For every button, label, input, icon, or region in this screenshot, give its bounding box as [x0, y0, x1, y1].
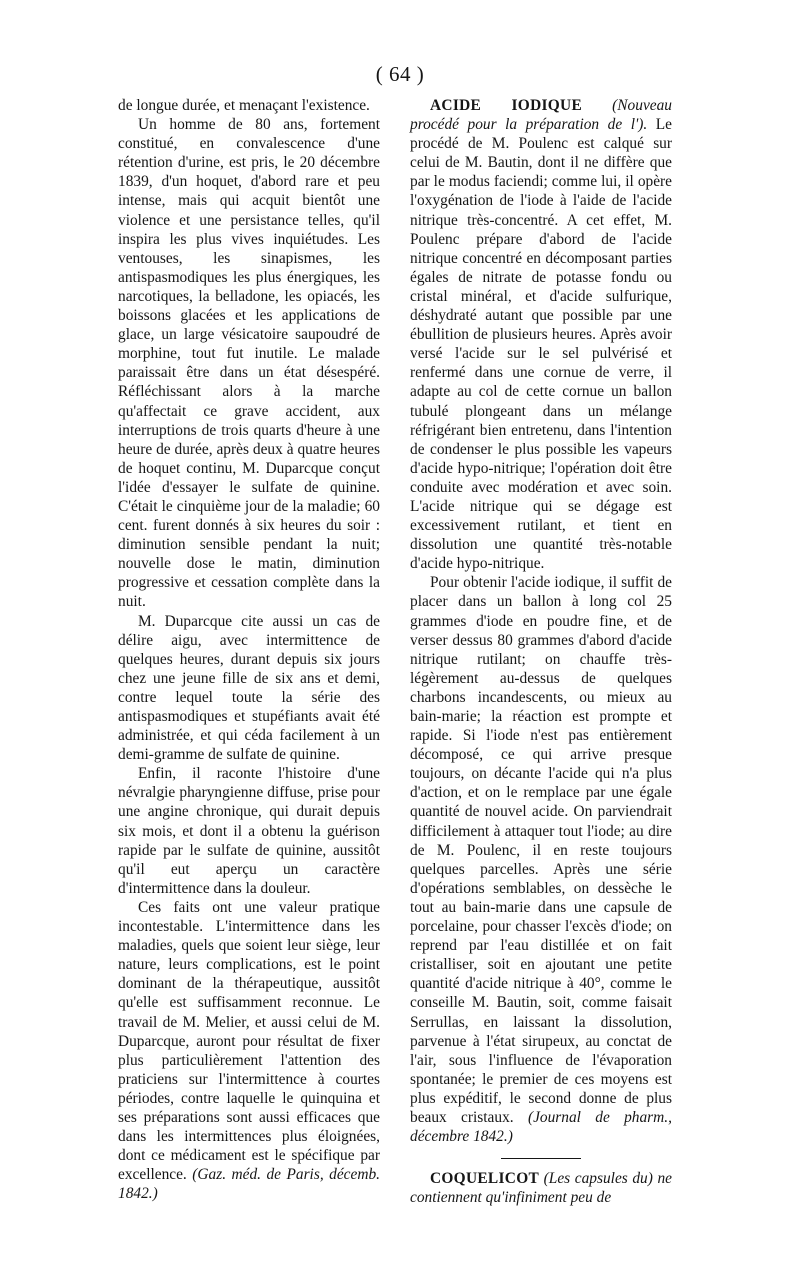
citation: (Gaz. méd. de Paris, décemb. 1842.): [118, 1166, 380, 1203]
paragraph-text: Le procédé de M. Poulenc est calqué sur celui de M. Bautin, dont il ne diffère que par le modus faciendi; comme lui, il opère l'oxygénation de l'iode à l'aide de l'acide nitrique très-concentré. A cet effet, M. Poulenc prépare d'abord de l'acide nitrique concentré en décomposant parties égales de nitrate de potasse fondu ou cristal minéral, et d'acide sulfurique, déshydraté autant que possible par une ébullition de plusieurs heures. Après avoir versé l'acide sur le sel pulvérisé et renfermé dans une cornue de verre, il adapte au col de cette cornue un ballon tubulé plongeant dans un mélange réfrigérant bien entretenu, dans l'intention de condenser le plus possible les vapeurs d'acide hypo-nitrique; l'opération doit être conduite avec modération et avec soin. L'acide nitrique qui se dégage est excessivement rutilant, et tient en dissolution une quantité très-notable d'acide hypo-nitrique.: [410, 116, 672, 573]
paragraph: M. Duparcque cite aussi un cas de délire aigu, avec intermittence de quelques heures, durant depuis six jours chez une jeune fille de six ans et demi, contre lequel toute la série des antispasmodiques et stupéfiants avait été administrée, et qui céda facilement à un demi-gramme de sulfate de quinine.: [118, 612, 380, 764]
citation: (Journal de pharm., décembre 1842.): [410, 1108, 672, 1146]
article-subtitle: (Les capsules du) ne contiennent qu'infiniment peu de: [410, 1170, 672, 1207]
article-heading: ACIDE IODIQUE: [430, 97, 583, 114]
paragraph-text: Pour obtenir l'acide iodique, il suffit de placer dans un ballon à long col 25 grammes d'iode en poudre fine, et de verser dessus 80 grammes d'abord d'acide nitrique rutilant; on chauffe très-légèrement au-dessus de quelques charbons incandescents, ou mieux au bain-marie; la réaction est prompte et rapide. Si l'iode n'est pas entièrement décomposé, ce qui arrive presque toujours, on décante l'acide qui n'a plus d'action, et on le remplace par une égale quantité de nouvel acide. On parviendrait difficilement à attaquer tout l'iode; au dire de M. Poulenc, il en reste toujours quelques parcelles. Après une série d'opérations semblables, on dessèche le tout au bain-marie dans une capsule de porcelaine, pour chasser l'excès d'iode; on reprend par l'eau distillée et on fait cristalliser, soit en ajoutant une petite quantité d'acide nitrique à 40°, comme le conseille M. Bautin, soit, comme faisait Serrullas, en laissant la dissolution, parvenue à l'état sirupeux, au conctat de l'air, sous l'influence de l'évaporation spontanée; le premier de ces moyens est plus expéditif, le second donne de plus beaux cristaux.: [410, 574, 672, 1126]
article-acide-iodique: [410, 96, 672, 573]
paragraph: Un homme de 80 ans, fortement constitué, en convalescence d'une rétention d'urine, est pris, le 20 décembre 1839, d'un hoquet, d'abord rare et peu intense, mais qui acquit bientôt une violence et une persistance telles, qu'il inspira les plus vives inquiétudes. Les ventouses, les sinapismes, les antispasmodiques les plus énergiques, les narcotiques, la belladone, les opiacés, les boissons glacées et les applications de glace, un large vésicatoire saupoudré de morphine, tout fut inutile. Le malade paraissait être dans un état désespéré. Réfléchissant alors à la marche qu'affectait ce grave accident, aux interruptions de trois quarts d'heure à une heure de durée, après deux à quatre heures de hoquet continu, M. Duparcque conçut l'idée d'essayer le sulfate de quinine. C'était le cinquième jour de la maladie; 60 cent. furent donnés à six heures du soir : diminution sensible pendant la nuit; nouvelle dose le matin, diminution progressive et cessation complète dans la nuit.: [118, 116, 380, 611]
page-number: ( 64 ): [375, 62, 425, 86]
article-heading: COQUELICOT: [430, 1170, 540, 1188]
paragraph-text: Ces faits ont une valeur pratique incontestable. L'intermittence dans les maladies, quels que soient leur siège, leur nature, leurs complications, est le point dominant de la thérapeutique, aussitôt qu'elle est suffisamment reconnue. Le travail de M. Melier, et aussi celui de M. Duparcque, auront pour résultat de fixer plus particulièrement l'attention des praticiens sur l'intermittence à courtes périodes, contre laquelle le quinquina et ses préparations sont aussi efficaces que dans les intermittences plus éloignées, dont ce médicament est le spécifique par excellence.: [118, 898, 380, 1184]
paragraph: [410, 573, 672, 1146]
section-divider: [501, 1158, 581, 1159]
paragraph: [118, 898, 380, 1204]
paragraph: de longue durée, et menaçant l'existence.: [118, 97, 370, 114]
left-column: [118, 96, 380, 1203]
right-column: [410, 96, 672, 1207]
article-subtitle: (Nouveau procédé pour la préparation de l').: [410, 97, 672, 134]
paragraph: Enfin, il raconte l'histoire d'une névralgie pharyngienne diffuse, prise pour une angine chronique, qui durait depuis six mois, et dont il a obtenu la guérison rapide par le sulfate de quinine, aussitôt qu'il eut aperçu un caractère d'intermittence dans la douleur.: [118, 765, 380, 897]
article-coquelicot: [410, 1169, 672, 1207]
